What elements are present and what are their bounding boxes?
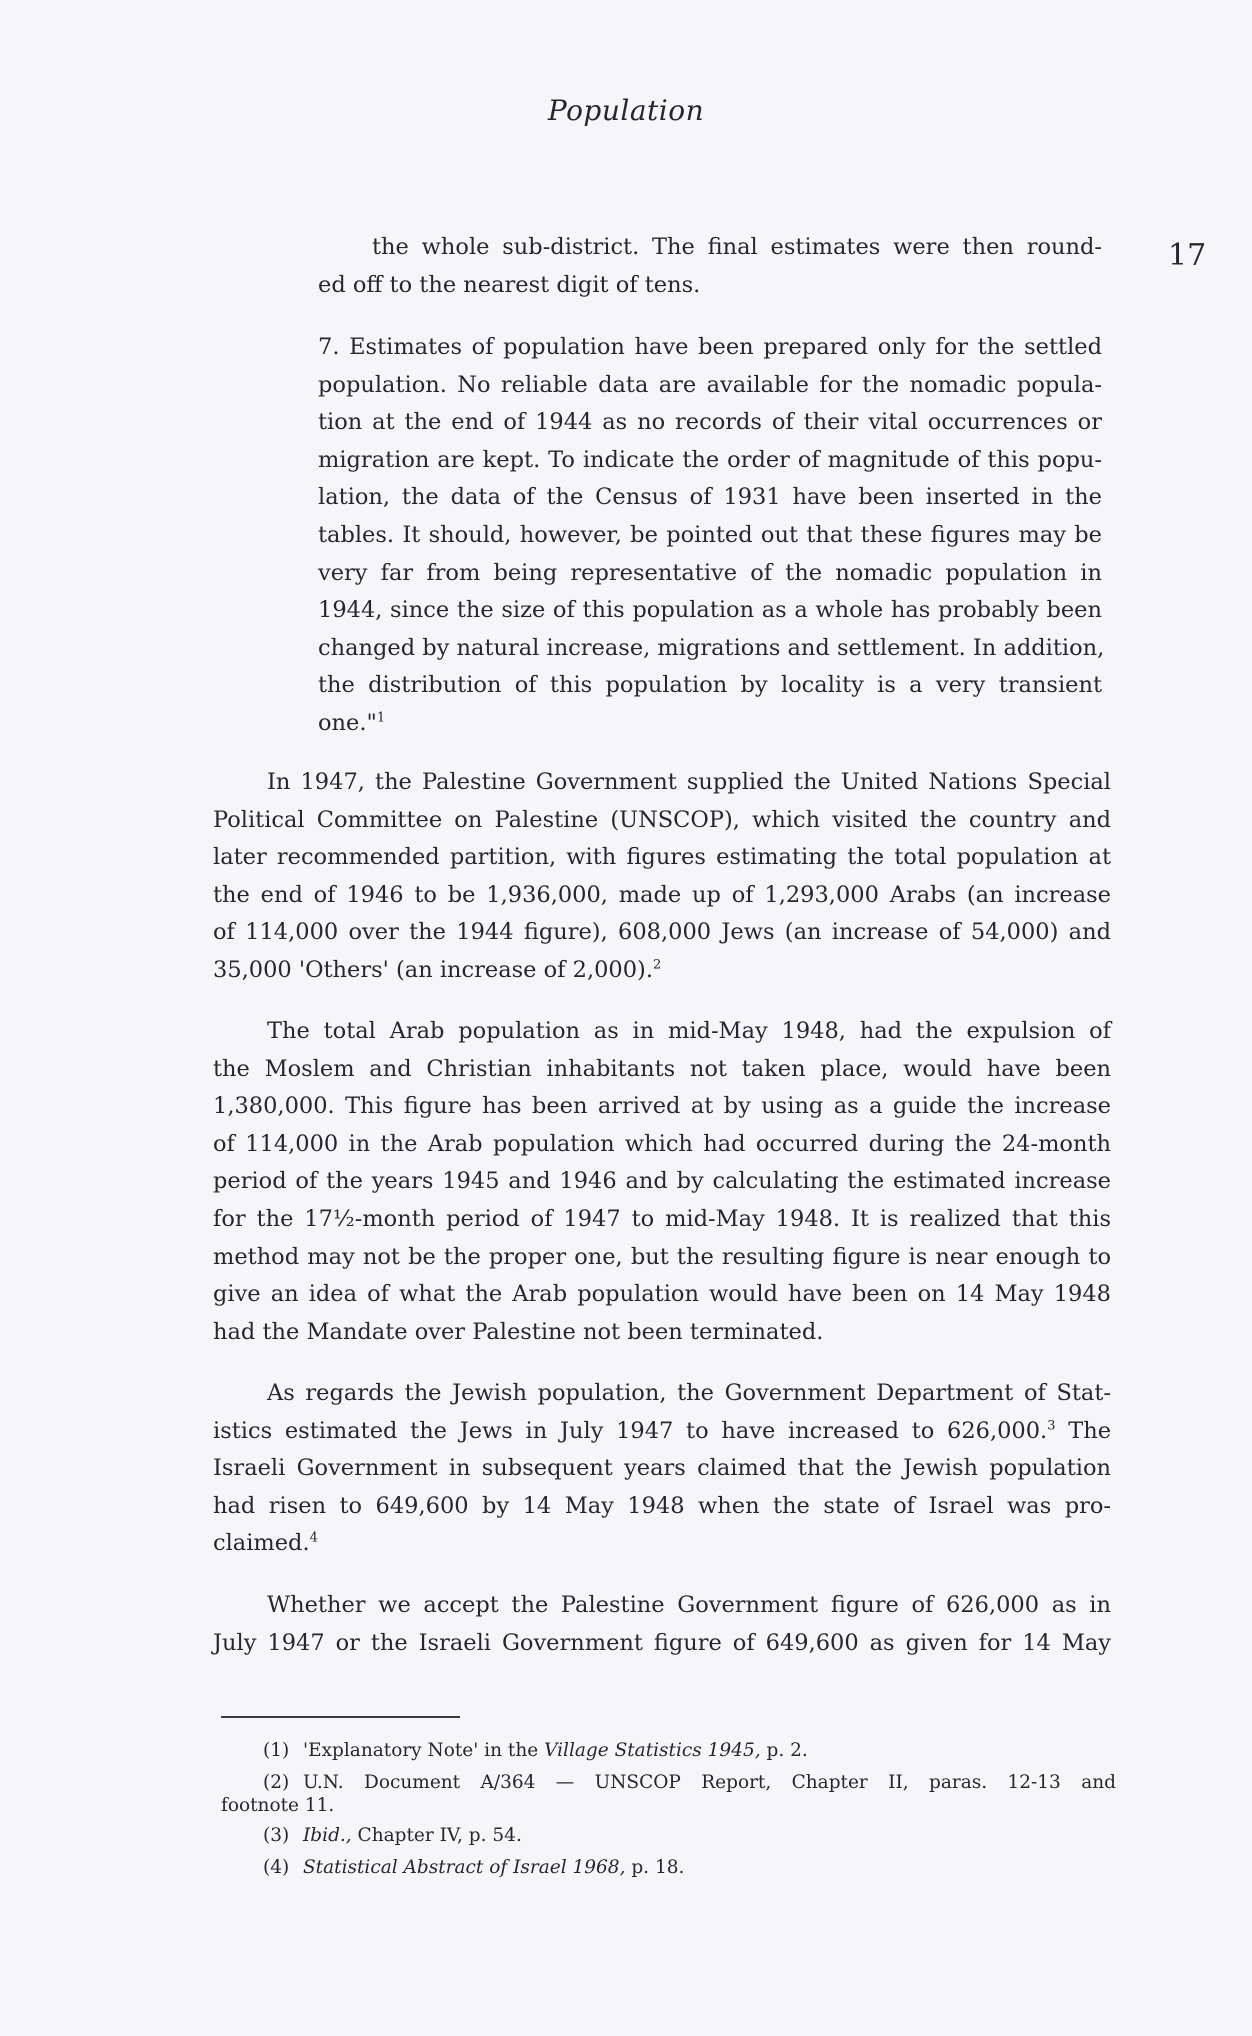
- text-line: tables. It should, however, be pointed out that these figures may be: [318, 521, 1102, 548]
- paragraph-unscop: [213, 764, 1111, 990]
- footnote-4: [221, 1856, 1116, 1879]
- text-segment: one.": [318, 709, 377, 736]
- text-line: period of the years 1945 and 1946 and by calculating the estimated increase: [213, 1168, 1111, 1195]
- text-line: ed off to the nearest digit of tens.: [318, 271, 701, 298]
- text-line: Political Committee on Palestine (UNSCOP), which visited the country and: [213, 806, 1111, 833]
- text-line: [318, 705, 1102, 743]
- quoted-paragraph-2: [318, 329, 1105, 743]
- footnote-number: (3): [263, 1825, 290, 1846]
- text-line: In 1947, the Palestine Government supplied the United Nations Special: [267, 769, 1111, 795]
- text-line: give an idea of what the Arab population would have been on 14 May 1948: [213, 1281, 1111, 1308]
- text-segment: 35,000 'Others' (an increase of 2,000).: [213, 956, 653, 983]
- footnote-ref: 4: [309, 1530, 318, 1546]
- text-line: the distribution of this population by locality is a very transient: [318, 672, 1102, 699]
- text-line: later recommended partition, with figures estimating the total population at: [213, 844, 1111, 871]
- footnote-title: Statistical Abstract of Israel 1968,: [303, 1857, 626, 1878]
- text-line: July 1947 or the Israeli Government figure of 649,600 as given for 14 May: [213, 1629, 1111, 1656]
- text-line: [213, 1413, 1111, 1451]
- text-line: very far from being representative of the nomadic population in: [318, 559, 1102, 586]
- footnote-text: p. 2.: [760, 1740, 808, 1761]
- text-line: of 114,000 in the Arab population which had occurred during the 24-month: [213, 1130, 1111, 1157]
- page-number: 17: [1168, 238, 1207, 273]
- text-line: population. No reliable data are available for the nomadic popula-: [318, 371, 1102, 398]
- text-line: 7. Estimates of population have been prepared only for the settled: [318, 334, 1102, 360]
- footnote-text: 'Explanatory Note' in the: [303, 1740, 545, 1761]
- footnote-ref: 2: [653, 957, 662, 973]
- paragraph-jewish-population: [213, 1375, 1111, 1563]
- text-line: had the Mandate over Palestine not been terminated.: [213, 1318, 824, 1345]
- footnote-1: [221, 1739, 1116, 1762]
- footnote-line: [221, 1771, 1116, 1794]
- text-line: the whole sub-district. The final estimates were then round-: [372, 234, 1102, 260]
- text-line: tion at the end of 1944 as no records of their vital occurrences or: [318, 409, 1102, 436]
- text-segment: The: [1055, 1417, 1112, 1444]
- text-line: of 114,000 over the 1944 figure), 608,000 Jews (an increase of 54,000) and: [213, 919, 1111, 946]
- footnote-ref: 1: [376, 710, 386, 726]
- footnote-3: [221, 1824, 1116, 1847]
- footnote-text: U.N. Document A/364 — UNSCOP Report, Chapter II, paras. 12-13 and: [303, 1772, 1116, 1793]
- footnote-line: footnote 11.: [221, 1795, 335, 1816]
- footnote-text: Chapter IV, p. 54.: [351, 1825, 522, 1846]
- footnote-2: [221, 1771, 1116, 1817]
- text-line: As regards the Jewish population, the Government Department of Stat-: [267, 1380, 1111, 1406]
- footnote-text: p. 18.: [625, 1857, 685, 1878]
- running-header: Population: [547, 94, 705, 127]
- text-line: lation, the data of the Census of 1931 have been inserted in the: [318, 484, 1102, 511]
- footnote-title: Village Statistics 1945,: [544, 1740, 761, 1761]
- footnote-number: (1): [263, 1740, 290, 1761]
- text-line: Israeli Government in subsequent years claimed that the Jewish population: [213, 1455, 1111, 1482]
- text-line: the end of 1946 to be 1,936,000, made up of 1,293,000 Arabs (an increase: [213, 881, 1111, 908]
- footnote-title: Ibid.,: [303, 1825, 352, 1846]
- footnote-number: (4): [263, 1857, 290, 1878]
- quoted-paragraph-1: [318, 229, 1102, 304]
- footnote-ref: 3: [1047, 1418, 1056, 1434]
- text-line: migration are kept. To indicate the order of magnitude of this popu-: [318, 446, 1102, 473]
- text-line: the Moslem and Christian inhabitants not taken place, would have been: [213, 1055, 1111, 1082]
- text-segment: istics estimated the Jews in July 1947 to have increased to 626,000.: [213, 1417, 1048, 1444]
- footnote-number: (2): [263, 1772, 290, 1793]
- text-line: changed by natural increase, migrations and settlement. In addition,: [318, 634, 1105, 661]
- text-line: The total Arab population as in mid-May 1948, had the expulsion of: [267, 1018, 1111, 1044]
- paragraph-arab-population: [213, 1013, 1111, 1351]
- text-line: Whether we accept the Palestine Government figure of 626,000 as in: [267, 1592, 1111, 1618]
- text-line: 1,380,000. This figure has been arrived at by using as a guide the increase: [213, 1093, 1111, 1120]
- text-line: had risen to 649,600 by 14 May 1948 when the state of Israel was pro-: [213, 1492, 1111, 1519]
- text-segment: claimed.: [213, 1530, 310, 1557]
- text-line: [213, 952, 1111, 990]
- text-line: method may not be the proper one, but the resulting figure is near enough to: [213, 1243, 1111, 1270]
- footnote-divider: [221, 1716, 460, 1718]
- text-line: [213, 1525, 1111, 1563]
- text-line: 1944, since the size of this population as a whole has probably been: [318, 597, 1102, 624]
- paragraph-whether: [213, 1587, 1111, 1662]
- text-line: for the 17½-month period of 1947 to mid-May 1948. It is realized that this: [213, 1205, 1111, 1232]
